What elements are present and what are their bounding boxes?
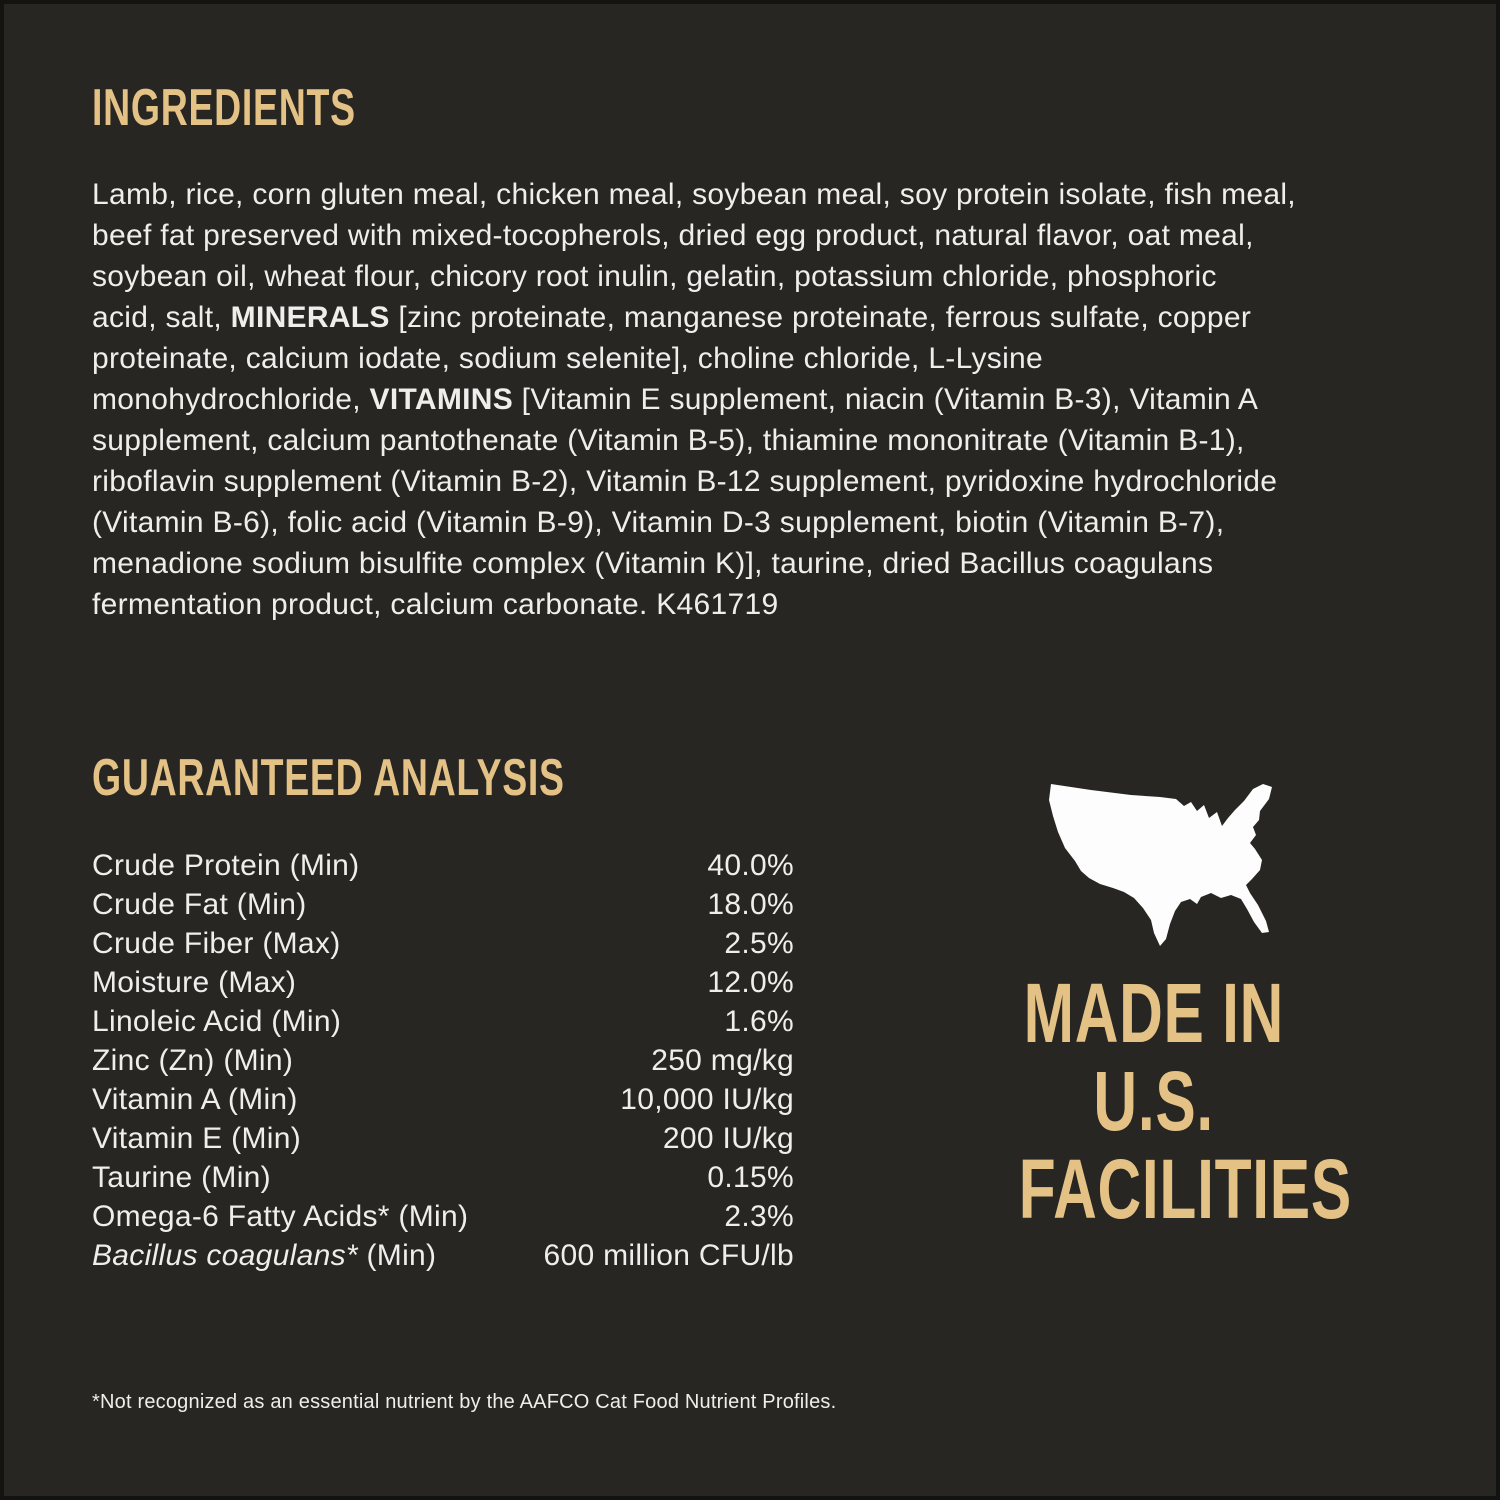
analysis-row-value: 200 IU/kg (662, 1122, 794, 1155)
ingredients-line (92, 379, 1442, 420)
text-segment: fermentation product, calcium carbonate. K461719 (92, 588, 779, 621)
analysis-row-label (92, 1236, 436, 1275)
usa-map-icon (1026, 774, 1282, 950)
text-segment: Vitamin E (Min) (92, 1122, 301, 1155)
analysis-row-label (92, 1002, 341, 1041)
text-segment: riboflavin supplement (Vitamin B-2), Vitamin B-12 supplement, pyridoxine hydrochloride (92, 465, 1278, 498)
text-segment: Linoleic Acid (Min) (92, 1005, 342, 1038)
analysis-row-label (92, 1158, 271, 1197)
analysis-row-label (92, 1080, 298, 1119)
analysis-row (92, 1041, 794, 1080)
guaranteed-analysis-table (92, 846, 794, 1275)
analysis-row-label (92, 885, 307, 924)
analysis-row-value: 0.15% (707, 1161, 794, 1194)
analysis-row (92, 1119, 794, 1158)
ingredients-line (92, 502, 1442, 543)
text-segment: Crude Fat (Min) (92, 888, 307, 921)
ingredients-line (92, 297, 1442, 338)
text-segment: Crude Protein (Min) (92, 849, 360, 882)
text-segment: [zinc proteinate, manganese proteinate, ferrous sulfate, copper (389, 301, 1252, 334)
ingredients-line (92, 174, 1442, 215)
ingredients-heading (92, 79, 458, 137)
analysis-row-value: 12.0% (707, 966, 794, 999)
text-segment: MINERALS (230, 301, 390, 334)
text-segment: Taurine (Min) (92, 1161, 271, 1194)
text-segment: VITAMINS (369, 383, 514, 416)
ingredients-heading-text: INGREDIENTS (92, 79, 356, 137)
guaranteed-analysis-heading-text: GUARANTEED ANALYSIS (92, 749, 565, 807)
analysis-row (92, 963, 794, 1002)
text-segment: Zinc (Zn) (Min) (92, 1044, 294, 1077)
analysis-row-value: 250 mg/kg (651, 1044, 794, 1077)
made-in-line-1: MADE IN (1023, 966, 1285, 1060)
analysis-row-label (92, 1119, 301, 1158)
ingredients-line (92, 543, 1442, 584)
analysis-row (92, 1080, 794, 1119)
analysis-row-label (92, 924, 340, 963)
text-segment: (Vitamin B-6), folic acid (Vitamin B-9), Vitamin D-3 supplement, biotin (Vitamin B-7), (92, 506, 1225, 539)
ingredients-line (92, 215, 1442, 256)
analysis-row (92, 1197, 794, 1236)
analysis-row-label (92, 846, 359, 885)
analysis-row-value: 1.6% (724, 1005, 794, 1038)
made-in-line-2: U.S. (1093, 1054, 1215, 1148)
ingredients-line (92, 420, 1442, 461)
ingredients-line (92, 338, 1442, 379)
analysis-row (92, 846, 794, 885)
analysis-row-label (92, 963, 296, 1002)
text-segment: proteinate, calcium iodate, sodium selenite], choline chloride, L-Lysine (92, 342, 1043, 375)
text-segment: Bacillus coagulans* (92, 1239, 358, 1272)
text-segment: (Min) (357, 1239, 437, 1272)
analysis-row-value: 2.3% (724, 1200, 794, 1233)
analysis-row-value: 18.0% (707, 888, 794, 921)
ingredients-line (92, 461, 1442, 502)
made-in-us-section (954, 774, 1354, 1236)
text-segment: Moisture (Max) (92, 966, 297, 999)
analysis-row (92, 1236, 794, 1275)
text-segment: [Vitamin E supplement, niacin (Vitamin B-3), Vitamin A (513, 383, 1259, 416)
made-in-line-3: FACILITIES (1018, 1142, 1352, 1236)
text-segment: Lamb, rice, corn gluten meal, chicken meal, soybean meal, soy protein isolate, fish meal, (92, 178, 1296, 211)
text-segment: Omega-6 Fatty Acids* (Min) (92, 1200, 469, 1233)
analysis-row-value: 40.0% (707, 849, 794, 882)
analysis-row-label (92, 1041, 293, 1080)
aafco-footnote: *Not recognized as an essential nutrient by the AAFCO Cat Food Nutrient Profiles. (92, 1391, 837, 1413)
analysis-row (92, 885, 794, 924)
analysis-row (92, 1002, 794, 1041)
text-segment: Crude Fiber (Max) (92, 927, 341, 960)
text-segment: acid, salt, (92, 301, 231, 334)
text-segment: supplement, calcium pantothenate (Vitamin B-5), thiamine mononitrate (Vitamin B-1), (92, 424, 1245, 457)
text-segment: menadione sodium bisulfite complex (Vitamin K)], taurine, dried Bacillus coagulans (92, 547, 1214, 580)
ingredients-line (92, 584, 1442, 625)
analysis-row (92, 924, 794, 963)
text-segment: monohydrochloride, (92, 383, 370, 416)
text-segment: soybean oil, wheat flour, chicory root inulin, gelatin, potassium chloride, phosphoric (92, 260, 1217, 293)
analysis-row-value: 600 million CFU/lb (543, 1239, 794, 1272)
analysis-row-label (92, 1197, 468, 1236)
ingredients-line (92, 256, 1442, 297)
text-segment: beef fat preserved with mixed-tocopherols, dried egg product, natural flavor, oat meal, (92, 219, 1254, 252)
analysis-row (92, 1158, 794, 1197)
guaranteed-analysis-heading (92, 749, 749, 807)
made-in-us-facilities-text (954, 966, 1354, 1236)
ingredients-paragraph (92, 174, 1442, 625)
analysis-row-value: 2.5% (724, 927, 794, 960)
analysis-row-value: 10,000 IU/kg (620, 1083, 794, 1116)
text-segment: Vitamin A (Min) (92, 1083, 298, 1116)
